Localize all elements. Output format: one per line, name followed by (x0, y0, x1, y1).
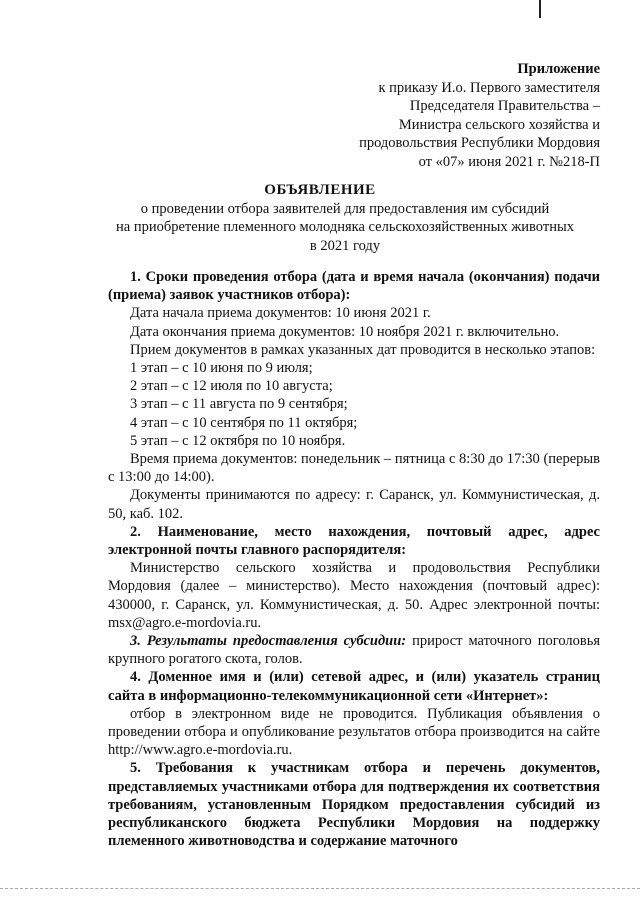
section-4-text: отбор в электронном виде не проводится. Публикация объявления о проведении отбора и опубликование результатов отбора производится на сайте http://www.agro.e-mordovia.ru. (108, 705, 600, 759)
stage-item: 4 этап – с 10 сентября по 11 октября; (130, 414, 358, 431)
section-2-text: Министерство сельского хозяйства и продовольствия Республики Мордовия (далее – министерство). Место нахождения (почтовый адрес): 430000, г. Саранск, ул. Коммунистическая, д. 50. Адрес электронной почты: msx@agro.e-mordovia.ru. (108, 560, 600, 631)
document-subtitle (90, 200, 600, 255)
section-1-address: Документы принимаются по адресу: г. Саранск, ул. Коммунистическая, д. 50, каб. 102. (108, 487, 600, 522)
section-4-heading: 4. Доменное имя и (или) сетевой адрес, и (или) указатель страниц сайта в информационно-телекоммуникационной сети «Интернет»: (108, 669, 600, 704)
subtitle-line: в 2021 году (309, 237, 381, 254)
appendix-block (300, 60, 600, 172)
page-bottom-rule (0, 888, 640, 889)
document-body (108, 268, 600, 851)
section-3-heading: 3. Результаты предоставления субсидии: (130, 633, 407, 650)
appendix-line: Председателя Правительства – (409, 98, 600, 115)
subtitle-line: о проведении отбора заявителей для предоставления им субсидий (140, 201, 550, 217)
stage-item: 1 этап – с 10 июня по 9 июля; (130, 360, 313, 377)
section-1-start: Дата начала приема документов: 10 июня 2021 г. (130, 305, 431, 322)
stage-item: 5 этап – с 12 октября по 10 ноября. (130, 432, 346, 449)
appendix-heading: Приложение (517, 61, 600, 77)
subtitle-line: на приобретение племенного молодняка сельскохозяйственных животных (116, 219, 574, 236)
section-1-time: Время приема документов: понедельник – пятница с 8:30 до 17:30 (перерыв с 13:00 до 14:00). (108, 451, 600, 486)
document-title: ОБЪЯВЛЕНИЕ (264, 182, 376, 198)
appendix-line: продовольствия Республики Мордовия (359, 135, 600, 152)
section-1-heading: 1. Сроки проведения отбора (дата и время начала (окончания) подачи (приема) заявок участников отбора): (108, 269, 600, 304)
section-5-heading: 5. Требования к участникам отбора и перечень документов, представляемых участниками отбора для подтверждения их соответствия требованиям, установленным Порядком предоставления субсидий из республиканского бюджета Республики Мордовия на поддержку племенного животноводства и содержание маточного (108, 760, 600, 850)
scan-mark (539, 0, 541, 18)
section-1-end: Дата окончания приема документов: 10 ноября 2021 г. включительно. (130, 323, 560, 340)
section-3 (108, 632, 600, 668)
section-2-heading: 2. Наименование, место нахождения, почтовый адрес, адрес электронной почты главного распорядителя: (108, 523, 600, 559)
section-1-intro: Прием документов в рамках указанных дат проводится в несколько этапов: (130, 341, 596, 358)
appendix-line: от «07» июня 2021 г. №218-П (418, 153, 600, 170)
appendix-line: к приказу И.о. Первого заместителя (378, 79, 600, 96)
stage-item: 2 этап – с 12 июля по 10 августа; (130, 378, 333, 395)
stage-item: 3 этап – с 11 августа по 9 сентября; (130, 396, 348, 413)
appendix-line: Министра сельского хозяйства и (398, 116, 600, 133)
section-3-text: прирост маточного поголовья крупного рогатого скота, голов. (108, 633, 601, 668)
